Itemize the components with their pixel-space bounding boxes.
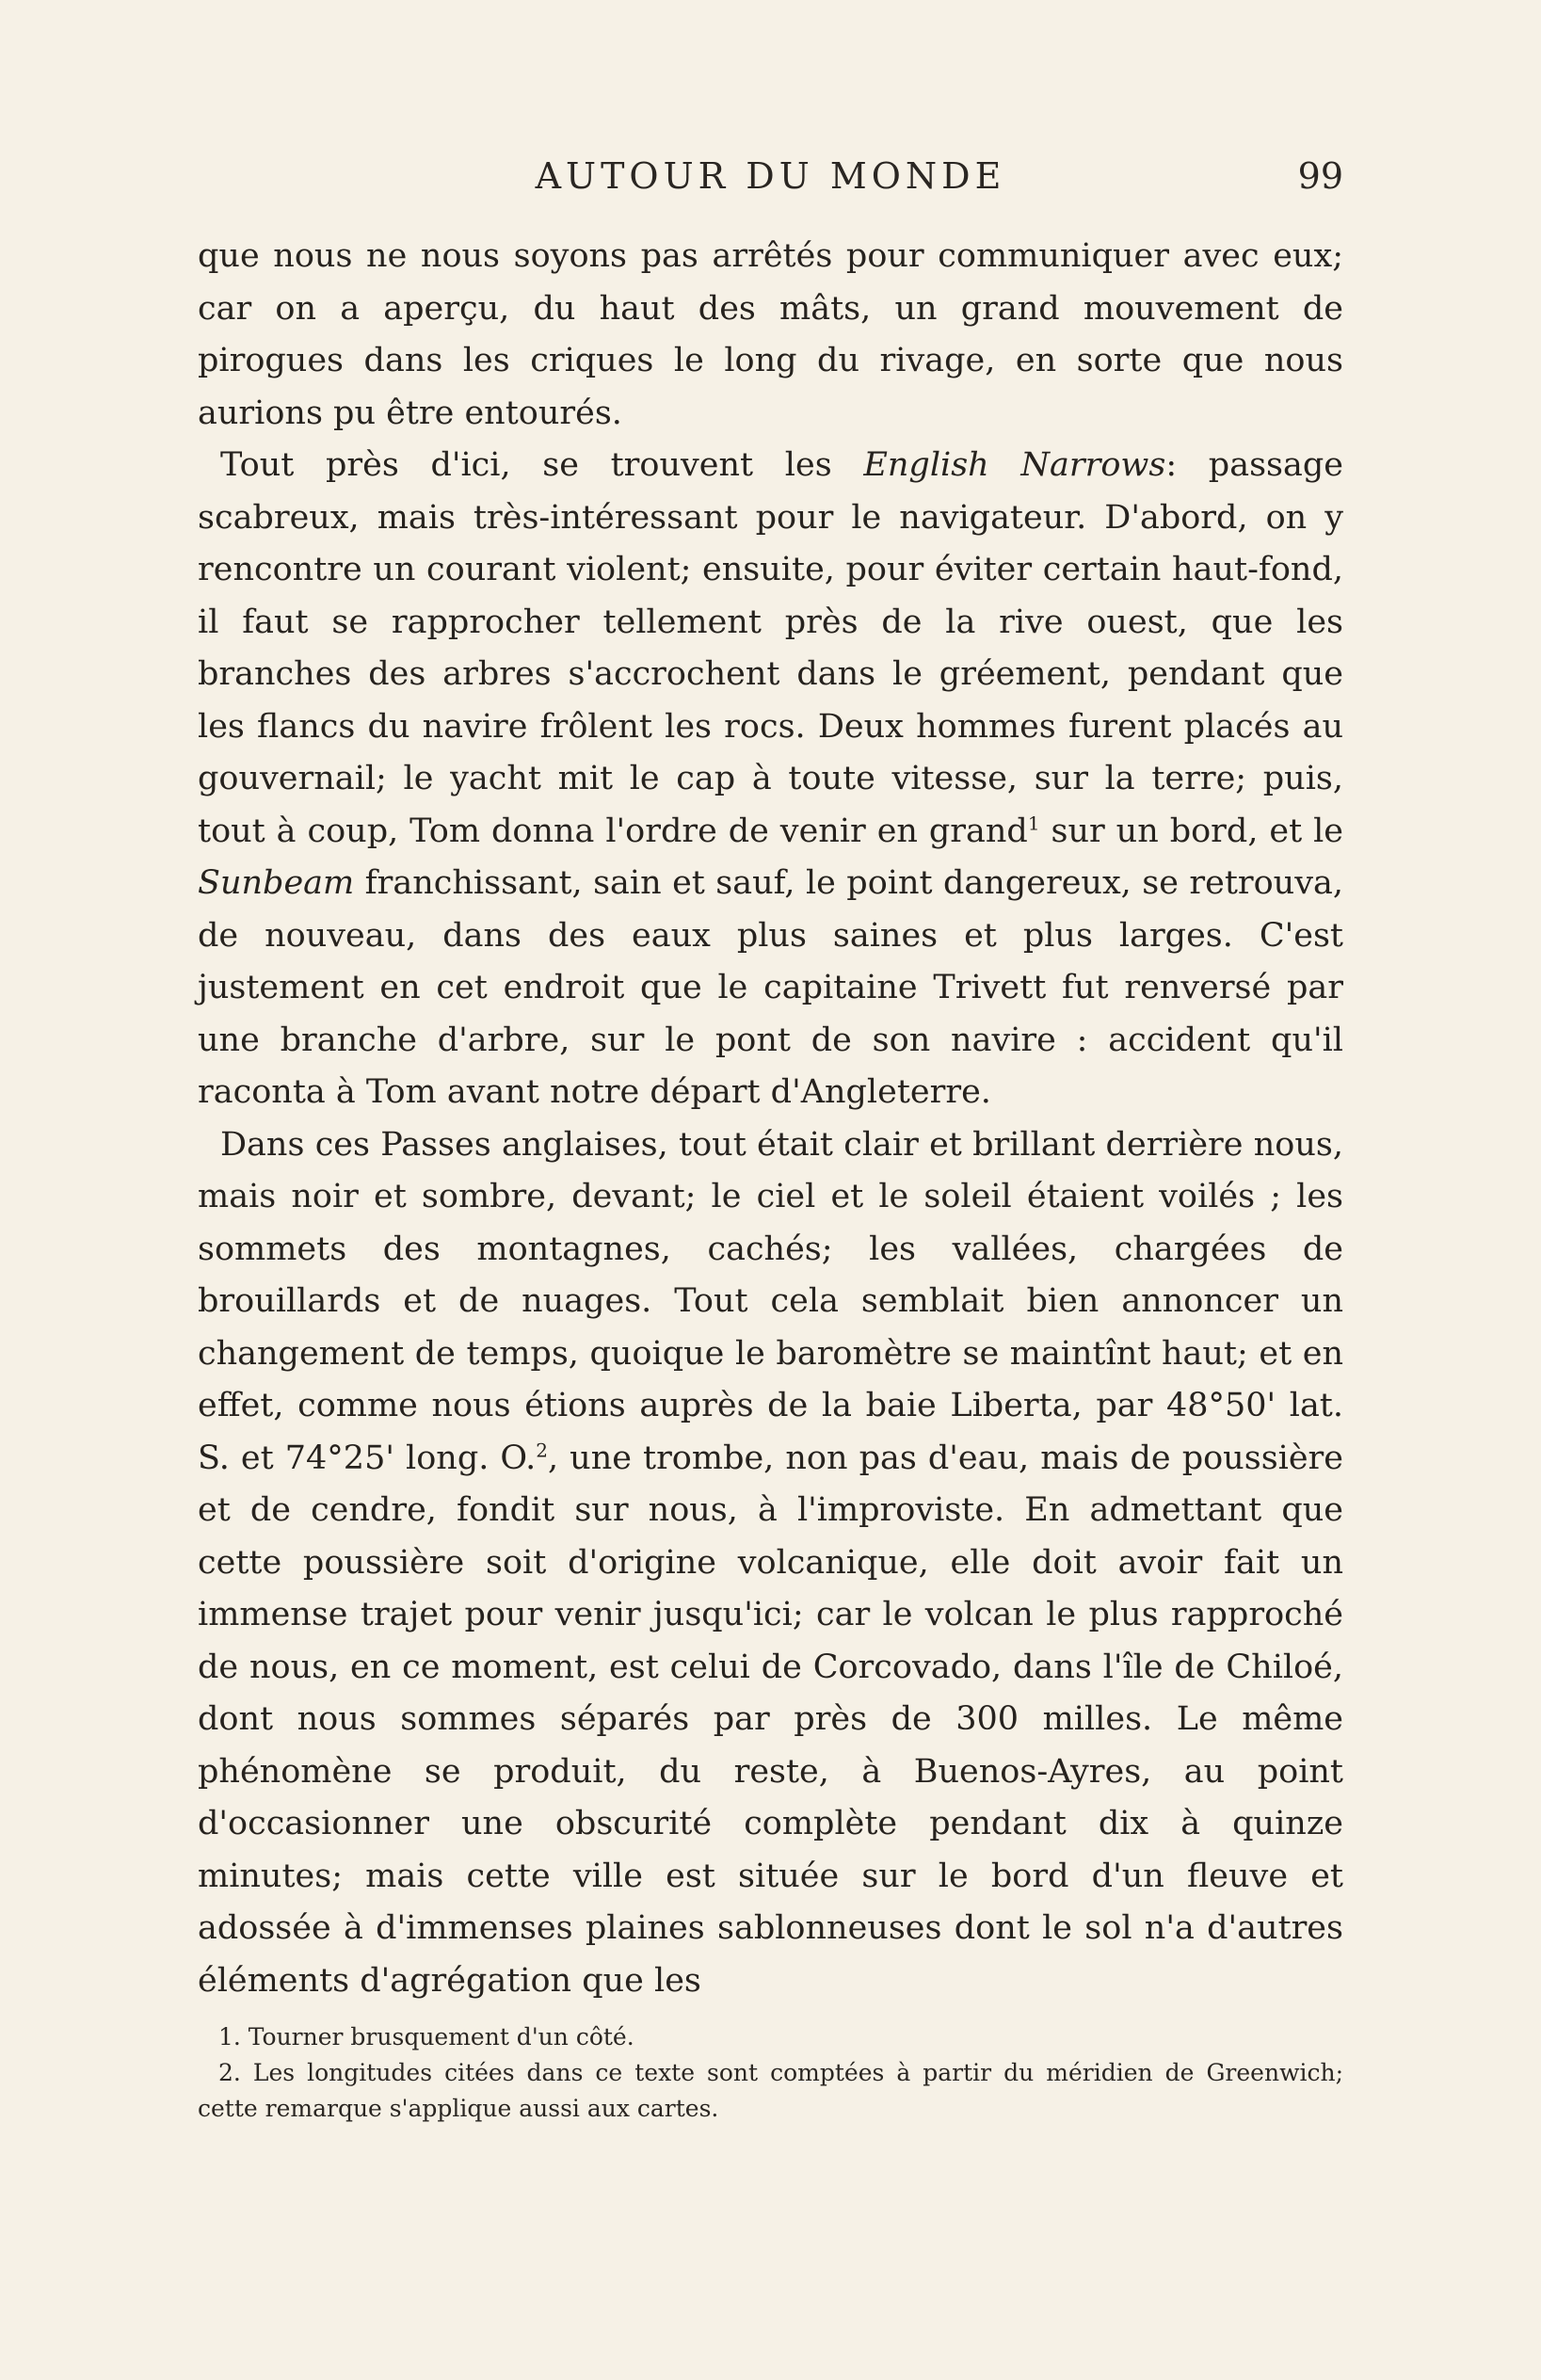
footnote-2: 2. Les longitudes citées dans ce texte sont comptées à partir du méridien de Greenwich; cette remarque s'applique aussi aux cartes. <box>198 2059 1343 2122</box>
paragraph-3-part-a: Dans ces Passes anglaises, tout était clair et brillant derrière nous, mais noir et sombre, devant; le ciel et le soleil étaient voilés ; les sommets des montagnes, cachés; les vallées, chargées de brouillards et de nuages. Tout cela semblait bien annoncer un changement de temps, quoique le baromètre se maintînt haut; et en effet, comme nous étions auprès de la baie Liberta, par 48°50' lat. S. et 74°25' long. O. <box>198 1125 1343 1477</box>
page-header <box>198 155 1343 212</box>
body-text <box>198 231 1343 2007</box>
english-narrows-italic: English Narrows <box>863 446 1166 484</box>
paragraph-2-part-a: Tout près d'ici, se trouvent les <box>220 446 864 484</box>
footnote-ref-1: 1 <box>1027 811 1040 834</box>
sunbeam-italic: Sunbeam <box>198 864 355 902</box>
footnotes <box>198 2019 1343 2127</box>
paragraph-3-part-b: , une trombe, non pas d'eau, mais de poussière et de cendre, fondit sur nous, à l'improviste. En admettant que cette poussière soit d'origine volcanique, elle doit avoir fait un immense trajet pour venir jusqu'ici; car le volcan le plus rapproché de nous, en ce moment, est celui de Corcovado, dans l'île de Chiloé, dont nous sommes séparés par près de 300 milles. Le même phénomène se produit, du reste, à Buenos-Ayres, au point d'occasionner une obscurité complète pendant dix à quinze minutes; mais cette ville est située sur le bord d'un fleuve et adossée à d'immenses plaines sablonneuses dont le sol n'a d'autres éléments d'agrégation que les <box>198 1439 1343 2000</box>
paragraph-3 <box>198 1119 1343 2008</box>
footnote-1: 1. Tourner brusquement d'un côté. <box>218 2023 634 2050</box>
paragraph-2-part-b: : passage scabreux, mais très-intéressant pour le navigateur. D'abord, on y rencontre un courant violent; ensuite, pour éviter certain haut-fond, il faut se rapprocher tellement près de la rive ouest, que les branches des arbres s'accrochent dans le gréement, pendant que les flancs du navire frôlent les rocs. Deux hommes furent placés au gouvernail; le yacht mit le cap à toute vitesse, sur la terre; puis, tout à coup, Tom donna l'ordre de venir en grand <box>198 446 1343 850</box>
paragraph-2 <box>198 440 1343 1119</box>
page-number: 99 <box>1297 155 1343 197</box>
paragraph-2-part-c: sur un bord, et le <box>1039 812 1343 850</box>
paragraph-2-part-d: franchissant, sain et sauf, le point dangereux, se retrouva, de nouveau, dans des eaux plus saines et plus larges. C'est justement en cet endroit que le capitaine Trivett fut renversé par une branche d'arbre, sur le pont de son navire : accident qu'il raconta à Tom avant notre départ d'Angleterre. <box>198 864 1343 1111</box>
footnote-ref-2: 2 <box>536 1438 548 1461</box>
running-title: AUTOUR DU MONDE <box>535 155 1006 197</box>
paragraph-1: que nous ne nous soyons pas arrêtés pour communiquer avec eux; car on a aperçu, du haut des mâts, un grand mouvement de pirogues dans les criques le long du rivage, en sorte que nous aurions pu être entourés. <box>198 237 1343 432</box>
